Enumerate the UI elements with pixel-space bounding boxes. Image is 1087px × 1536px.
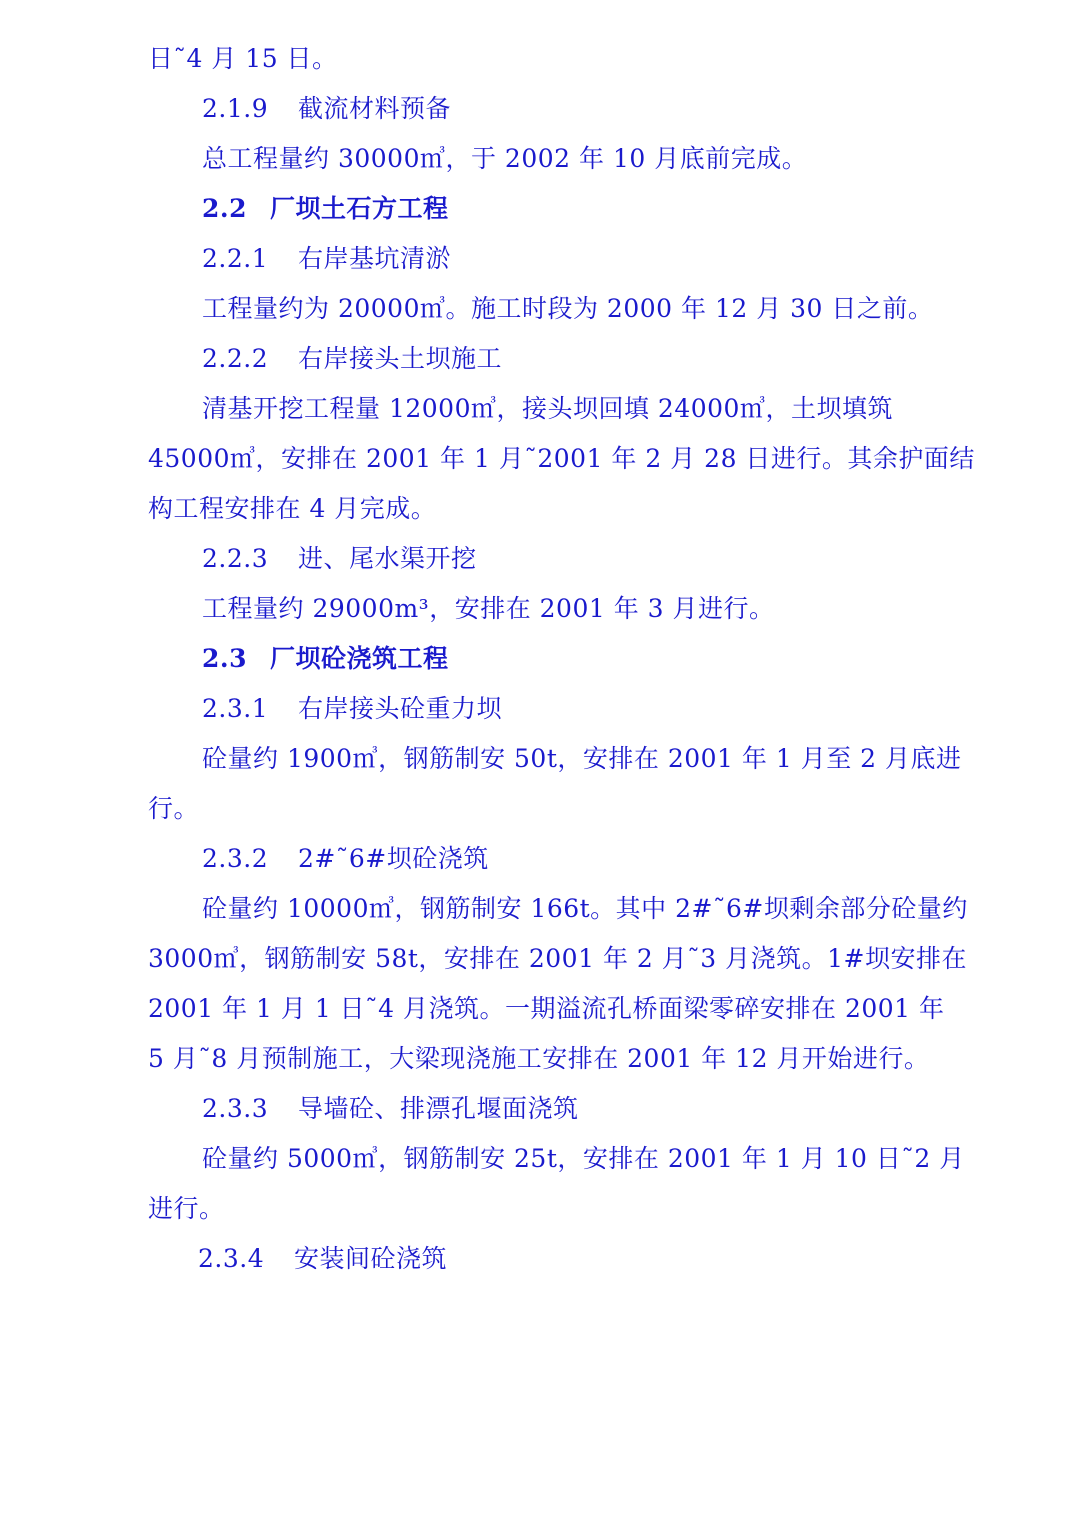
section-title: 右岸接头土坝施工 xyxy=(298,344,503,373)
section-heading-2-3-1 xyxy=(202,694,502,724)
section-number: 2.2 xyxy=(202,194,247,223)
paragraph-line: 进行。 xyxy=(148,1194,225,1223)
section-number: 2.3.3 xyxy=(202,1094,269,1123)
section-number: 2.3.1 xyxy=(202,694,269,723)
section-title: 右岸基坑清淤 xyxy=(298,244,452,273)
paragraph-line: 砼量约 1900㎥，钢筋制安 50t，安排在 2001 年 1 月至 2 月底进 xyxy=(202,744,962,773)
section-title: 厂坝土石方工程 xyxy=(270,194,449,223)
section-number: 2.3.2 xyxy=(202,844,269,873)
section-number: 2.1.9 xyxy=(202,94,269,123)
paragraph-line: 砼量约 5000㎥，钢筋制安 25t，安排在 2001 年 1 月 10 日˜2 月 xyxy=(202,1144,965,1173)
section-title: 右岸接头砼重力坝 xyxy=(298,694,503,723)
text-line: 日˜4 月 15 日。 xyxy=(148,44,338,73)
paragraph-line: 清基开挖工程量 12000㎥，接头坝回填 24000㎥，土坝填筑 xyxy=(202,394,893,423)
section-title: 截流材料预备 xyxy=(298,94,452,123)
text-line: 工程量约 29000m³，安排在 2001 年 3 月进行。 xyxy=(202,594,775,623)
section-title: 安装间砼浇筑 xyxy=(294,1244,448,1273)
section-heading-2-3-2 xyxy=(202,844,489,874)
section-heading-2-2-3 xyxy=(202,544,477,574)
paragraph-line: 5 月˜8 月预制施工，大梁现浇施工安排在 2001 年 12 月开始进行。 xyxy=(148,1044,930,1073)
section-number: 2.3 xyxy=(202,644,247,673)
section-title: 厂坝砼浇筑工程 xyxy=(270,644,449,673)
section-heading-2-3 xyxy=(202,644,449,674)
paragraph-line: 45000㎥，安排在 2001 年 1 月˜2001 年 2 月 28 日进行。其余护面结 xyxy=(148,444,975,473)
text-line: 工程量约为 20000㎥。施工时段为 2000 年 12 月 30 日之前。 xyxy=(202,294,934,323)
text-line: 总工程量约 30000㎥，于 2002 年 10 月底前完成。 xyxy=(202,144,808,173)
section-heading-2-3-4 xyxy=(198,1244,447,1274)
section-number: 2.2.2 xyxy=(202,344,269,373)
paragraph-line: 构工程安排在 4 月完成。 xyxy=(148,494,437,523)
section-heading-2-2 xyxy=(202,194,449,224)
section-number: 2.2.1 xyxy=(202,244,269,273)
section-heading-2-1-9 xyxy=(202,94,451,124)
section-heading-2-2-1 xyxy=(202,244,451,274)
paragraph-line: 砼量约 10000㎥，钢筋制安 166t。其中 2#˜6#坝剩余部分砼量约 xyxy=(202,894,968,923)
paragraph-line: 行。 xyxy=(148,794,200,823)
section-title: 2#˜6#坝砼浇筑 xyxy=(298,844,489,873)
section-number: 2.2.3 xyxy=(202,544,269,573)
section-title: 进、尾水渠开挖 xyxy=(298,544,477,573)
section-title: 导墙砼、排漂孔堰面浇筑 xyxy=(298,1094,579,1123)
paragraph-line: 2001 年 1 月 1 日˜4 月浇筑。一期溢流孔桥面梁零碎安排在 2001 年 xyxy=(148,994,945,1023)
section-heading-2-3-3 xyxy=(202,1094,579,1124)
section-number: 2.3.4 xyxy=(198,1244,265,1273)
section-heading-2-2-2 xyxy=(202,344,502,374)
paragraph-line: 3000㎥，钢筋制安 58t，安排在 2001 年 2 月˜3 月浇筑。1#坝安排在 xyxy=(148,944,967,973)
